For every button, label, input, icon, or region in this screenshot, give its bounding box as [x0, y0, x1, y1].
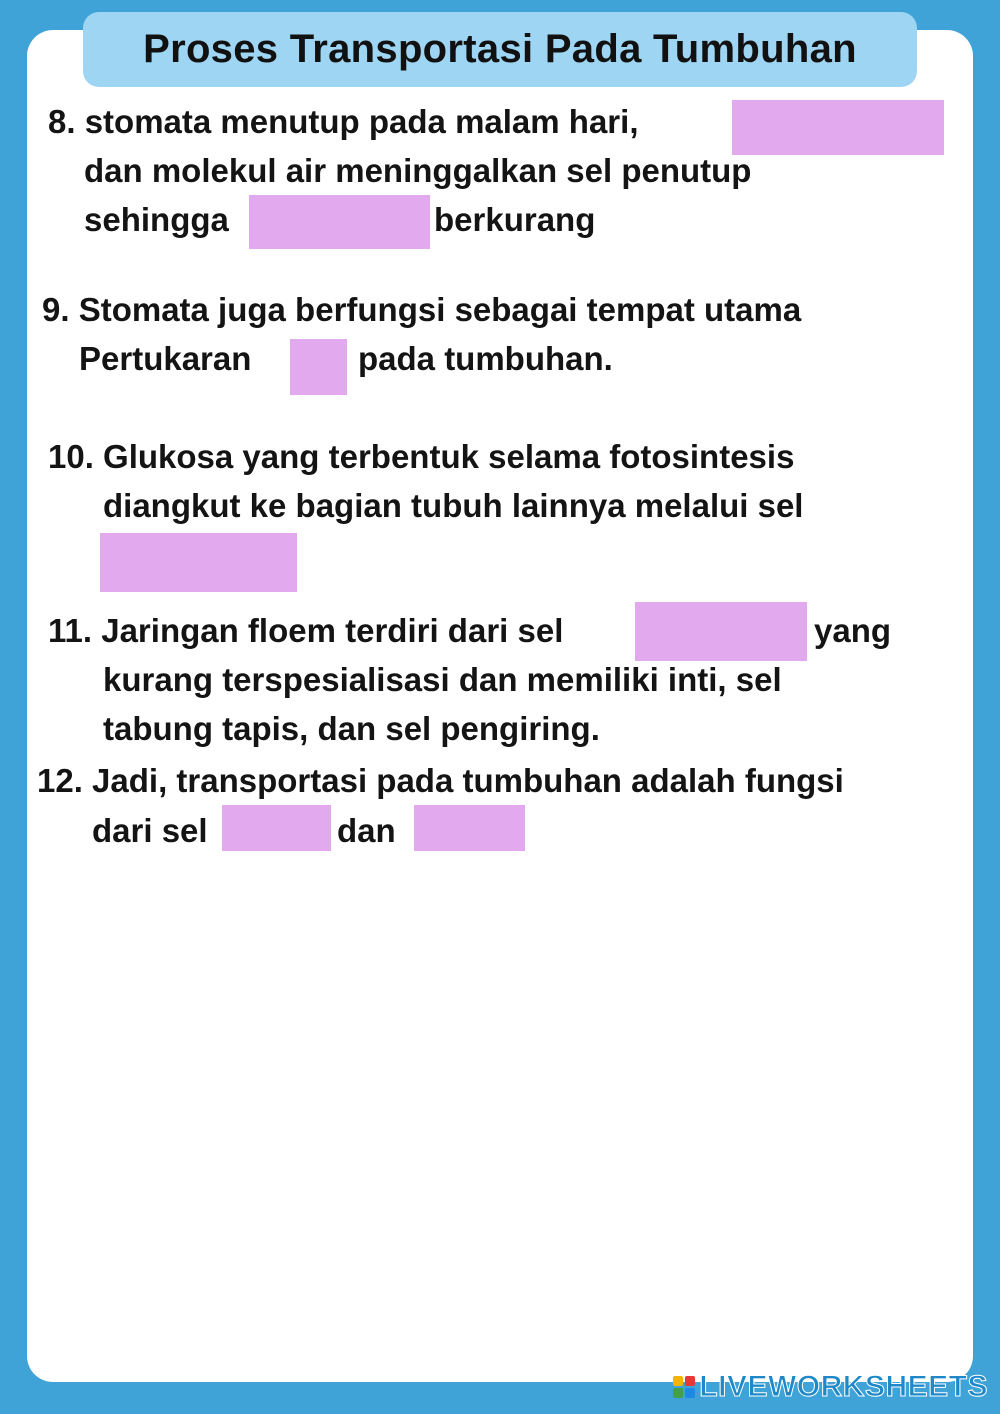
- q8-blank-1[interactable]: [732, 100, 944, 155]
- q9-line2-start: Pertukaran: [79, 340, 252, 377]
- q12-line2-start: dari sel: [92, 812, 208, 849]
- q11-line3: tabung tapis, dan sel pengiring.: [103, 710, 600, 747]
- q9-line1: 9. Stomata juga berfungsi sebagai tempat utama: [42, 291, 802, 328]
- q10-line1: 10. Glukosa yang terbentuk selama fotosintesis: [48, 438, 795, 475]
- q8-blank-2[interactable]: [249, 195, 430, 249]
- q12-blank-2[interactable]: [414, 805, 525, 851]
- q8-line2: dan molekul air meninggalkan sel penutup: [84, 152, 752, 189]
- q8-line1: 8. stomata menutup pada malam hari,: [48, 103, 639, 140]
- title-banner: [83, 12, 917, 87]
- q8-line3-start: sehingga: [84, 201, 229, 238]
- q11-line2: kurang terspesialisasi dan memiliki inti, sel: [103, 661, 782, 698]
- brand-footer: [673, 1370, 988, 1404]
- q10-blank[interactable]: [100, 533, 297, 592]
- q12-line1: 12. Jadi, transportasi pada tumbuhan adalah fungsi: [37, 762, 844, 799]
- q9-blank[interactable]: [290, 339, 347, 395]
- q8-line3-end: berkurang: [434, 201, 596, 238]
- page-title: Proses Transportasi Pada Tumbuhan: [143, 27, 857, 71]
- liveworksheets-logo-icon: [673, 1376, 695, 1398]
- q11-line1-start: 11. Jaringan floem terdiri dari sel: [48, 612, 564, 649]
- q11-blank[interactable]: [635, 602, 807, 661]
- q10-line2: diangkut ke bagian tubuh lainnya melalui sel: [103, 487, 804, 524]
- q11-line1-end: yang: [814, 612, 892, 649]
- q9-line2-end: pada tumbuhan.: [358, 340, 613, 377]
- brand-name: LIVEWORKSHEETS: [699, 1370, 988, 1403]
- q12-line2-mid: dan: [337, 812, 396, 849]
- q12-blank-1[interactable]: [222, 805, 331, 851]
